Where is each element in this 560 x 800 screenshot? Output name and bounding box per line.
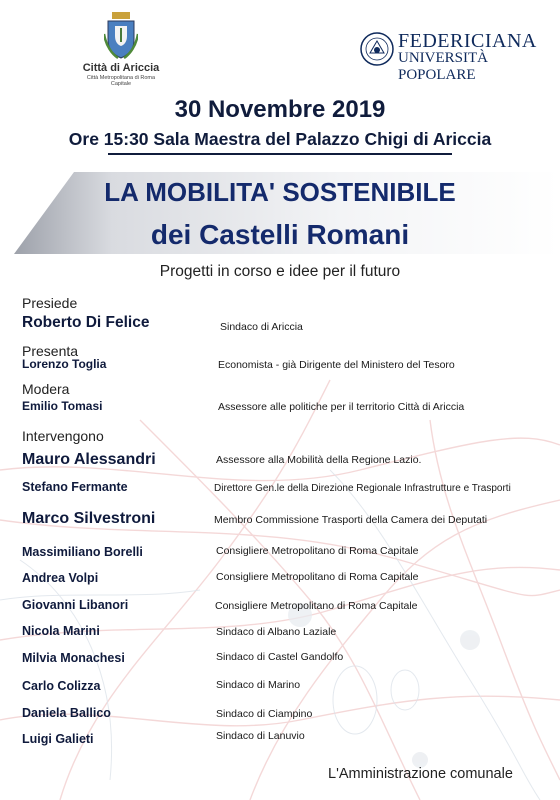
role-intervengono: Intervengono — [22, 428, 104, 444]
speaker-role: Sindaco di Ciampino — [216, 708, 313, 720]
speaker-role: Assessore alla Mobilità della Regione Lazio. — [216, 454, 422, 466]
speaker-role: Direttore Gen.le della Direzione Regionale Infrastrutture e Trasporti — [214, 483, 511, 494]
speaker-name: Lorenzo Toglia — [22, 357, 107, 371]
federiciana-subtitle: UNIVERSITÀ POPOLARE — [398, 50, 488, 83]
speaker-name: Stefano Fermante — [22, 480, 128, 494]
event-subtitle: Progetti in corso e idee per il futuro — [159, 263, 401, 280]
federiciana-seal-icon — [360, 32, 394, 66]
speaker-name: Carlo Colizza — [22, 679, 101, 693]
venue-underline — [108, 153, 452, 155]
speaker-name: Daniela Ballico — [22, 706, 111, 720]
speaker-name: Giovanni Libanori — [22, 598, 129, 612]
federiciana-title: FEDERICIANA — [398, 30, 537, 52]
speaker-role: Consigliere Metropolitano di Roma Capitale — [216, 545, 419, 557]
speaker-role: Consigliere Metropolitano di Roma Capitale — [216, 571, 419, 583]
speaker-role: Assessore alle politiche per il territorio Città di Ariccia — [218, 401, 465, 413]
speaker-role: Sindaco di Lanuvio — [216, 730, 305, 742]
footer-signature: L'Amministrazione comunale — [328, 766, 513, 782]
speaker-name: Roberto Di Felice — [22, 314, 150, 331]
speaker-role: Consigliere Metropolitano di Roma Capitale — [215, 600, 418, 612]
speaker-name: Milvia Monachesi — [22, 651, 125, 665]
speaker-name: Marco Silvestroni — [22, 510, 156, 527]
event-venue: Ore 15:30 Sala Maestra del Palazzo Chigi di Ariccia — [68, 129, 492, 149]
speaker-name: Andrea Volpi — [22, 571, 99, 585]
role-presiede: Presiede — [22, 295, 78, 311]
speaker-role: Sindaco di Albano Laziale — [216, 626, 337, 638]
speaker-name: Emilio Tomasi — [22, 399, 103, 413]
speaker-role: Sindaco di Marino — [216, 679, 301, 691]
city-subtitle: Città Metropolitana di Roma Capitale — [86, 75, 156, 87]
speaker-name: Mauro Alessandri — [22, 451, 156, 468]
city-name: Città di Ariccia — [82, 62, 160, 74]
speaker-role: Membro Commissione Trasporti della Camera dei Deputati — [214, 514, 488, 526]
role-presenta: Presenta — [22, 343, 79, 359]
speaker-role: Sindaco di Castel Gandolfo — [216, 651, 344, 663]
speaker-role: Sindaco di Ariccia — [220, 321, 303, 333]
speaker-name: Massimiliano Borelli — [22, 545, 143, 559]
event-date: 30 Novembre 2019 — [174, 96, 386, 123]
speaker-name: Nicola Marini — [22, 624, 100, 638]
event-title-line1: LA MOBILITA' SOSTENIBILE — [104, 177, 456, 207]
speaker-name: Luigi Galieti — [22, 732, 94, 746]
event-title-line2: dei Castelli Romani — [150, 219, 410, 250]
ariccia-crest-icon — [104, 12, 138, 60]
speaker-role: Economista - già Dirigente del Ministero del Tesoro — [218, 359, 455, 371]
role-modera: Modera — [22, 381, 70, 397]
federiciana-logo — [360, 30, 537, 83]
ariccia-logo — [82, 12, 160, 87]
